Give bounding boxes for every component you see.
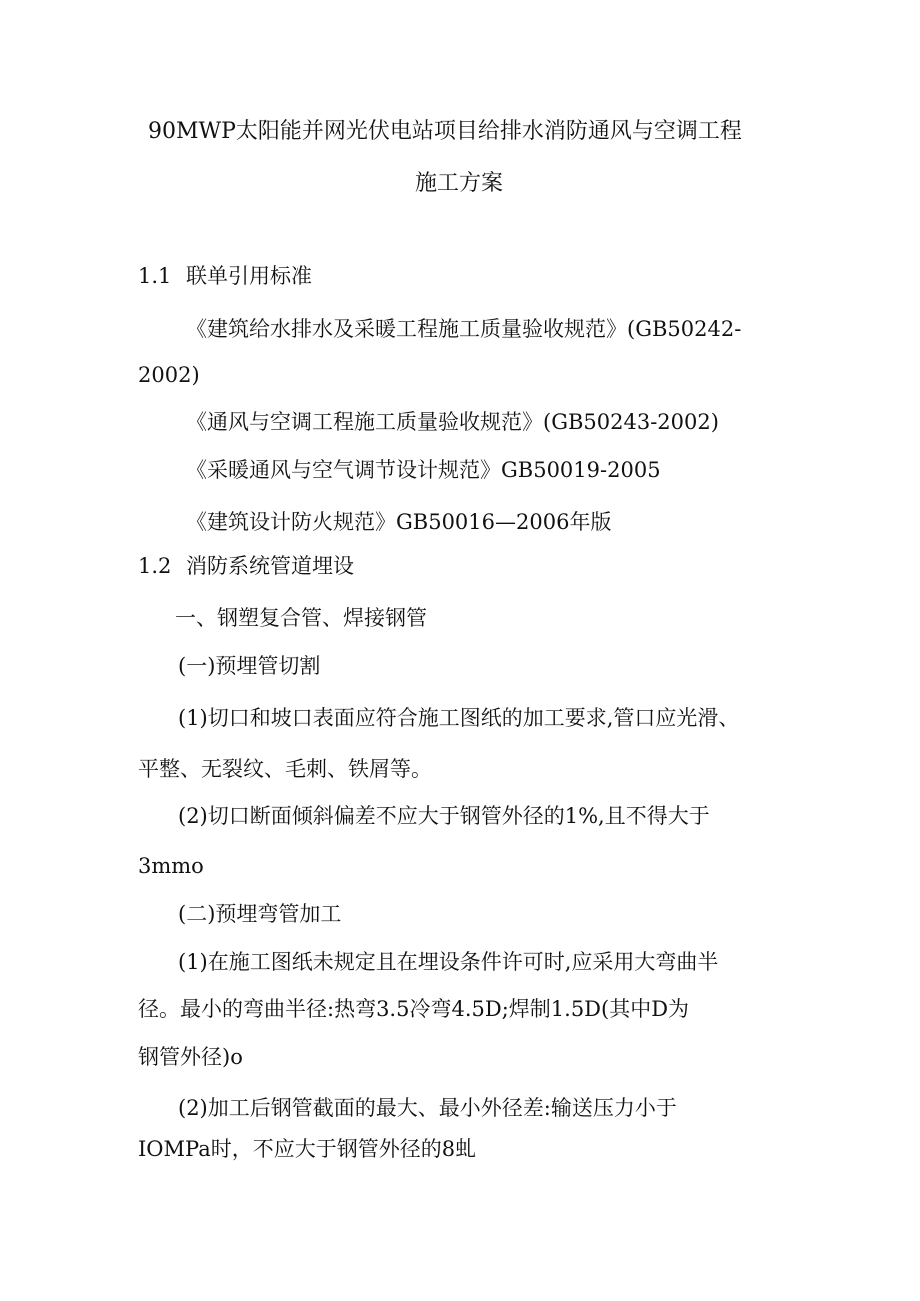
paragraph-4-line-1: (2)加工后钢管截面的最大、最小外径差:输送压力小于 <box>178 1096 677 1120</box>
standard-1-line-2: 2002) <box>138 363 200 387</box>
paragraph-3-line-2: 径。最小的弯曲半径:热弯3.5冷弯4.5D;焊制1.5D(其中D为 <box>138 997 690 1021</box>
section-title: 消防系统管道埋设 <box>186 554 354 578</box>
paragraph-3-line-1: (1)在施工图纸未规定且在埋设条件许可时,应采用大弯曲半 <box>178 950 719 974</box>
section-number: 1.2 <box>138 554 172 578</box>
section-number: 1.1 <box>138 264 172 288</box>
paragraph-4-line-2: IOMPa时，不应大于钢管外径的8虬 <box>138 1137 477 1161</box>
paragraph-1-line-1: (1)切口和坡口表面应符合施工图纸的加工要求,管口应光滑、 <box>178 706 740 730</box>
title-line-2: 施工方案 <box>415 171 504 196</box>
title-line-1: 90MWP太阳能并网光伏电站项目给排水消防通风与空调工程 <box>148 119 742 144</box>
standard-2: 《通风与空调工程施工质量验收规范》(GB50243-2002) <box>186 410 719 434</box>
subheading-1: (一)预埋管切割 <box>178 654 321 678</box>
paragraph-1-line-2: 平整、无裂纹、毛刺、铁屑等。 <box>138 757 432 781</box>
standard-3: 《采暖通风与空气调节设计规范》GB50019-2005 <box>186 458 661 482</box>
paragraph-2-line-2: 3mmo <box>138 854 204 878</box>
section-heading-1-1 <box>138 262 312 290</box>
standard-1-line-1: 《建筑给水排水及采暖工程施工质量验收规范》(GB50242- <box>186 317 742 341</box>
section-heading-1-2 <box>138 552 354 580</box>
standard-4: 《建筑设计防火规范》GB50016—2006年版 <box>186 510 612 534</box>
subheading-2: (二)预埋弯管加工 <box>178 902 342 926</box>
paragraph-3-line-3: 钢管外径)o <box>138 1045 243 1069</box>
paragraph-2-line-1: (2)切口断面倾斜偏差不应大于钢管外径的1%,且不得大于 <box>178 804 710 828</box>
part-heading-1: 一、钢塑复合管、焊接钢管 <box>175 606 427 630</box>
section-title: 联单引用标准 <box>186 264 312 288</box>
